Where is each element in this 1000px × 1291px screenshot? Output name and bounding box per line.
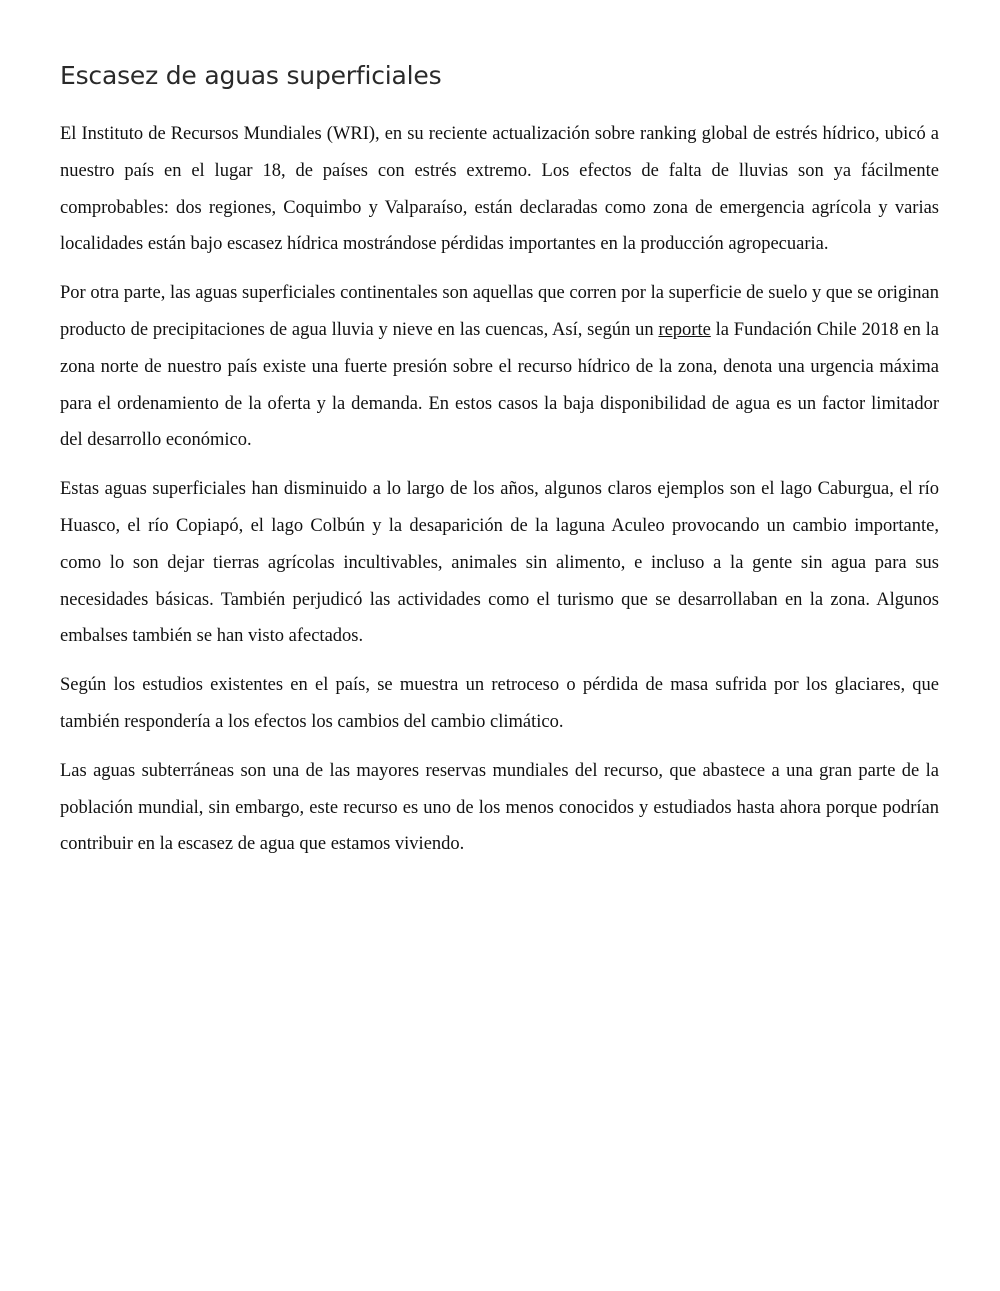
paragraph-surface-waters — [60, 275, 939, 459]
document-title: Escasez de aguas superficiales — [60, 61, 442, 90]
paragraph-surface-waters-text-start: Por otra parte, las aguas superficiales continentales son aquellas que corren por la superficie de suelo y que se originan producto de precipitaciones de agua lluvia y nieve en las cuencas, Así, según un — [60, 283, 939, 340]
document-body — [60, 116, 939, 875]
reporte-link[interactable]: reporte — [658, 319, 711, 340]
paragraph-glaciers: Según los estudios existentes en el país, se muestra un retroceso o pérdida de masa sufrida por los glaciares, que también respondería a los efectos los cambios del cambio climático. — [60, 675, 939, 732]
paragraph-decline-examples: Estas aguas superficiales han disminuido a lo largo de los años, algunos claros ejemplos son el lago Caburgua, el río Huasco, el río Copiapó, el lago Colbún y la desaparición de la laguna Aculeo provocando un cambio importante, como lo son dejar tierras agrícolas incultivables, animales sin alimento, e incluso a la gente sin agua para sus necesidades básicas. También perjudicó las actividades como el turismo que se desarrollaban en la zona. Algunos embalses también se han visto afectados. — [60, 479, 939, 647]
paragraph-wri-ranking: El Instituto de Recursos Mundiales (WRI), en su reciente actualización sobre ranking global de estrés hídrico, ubicó a nuestro país en el lugar 18, de países con estrés extremo. Los efectos de falta de lluvias son ya fácilmente comprobables: dos regiones, Coquimbo y Valparaíso, están declaradas como zona de emergencia agrícola y varias localidades están bajo escasez hídrica mostrándose pérdidas importantes en la producción agropecuaria. — [60, 124, 939, 255]
paragraph-groundwater: Las aguas subterráneas son una de las mayores reservas mundiales del recurso, que abastece a una gran parte de la población mundial, sin embargo, este recurso es uno de los menos conocidos y estudiados hasta ahora porque podrían contribuir en la escasez de agua que estamos viviendo. — [60, 760, 939, 855]
paragraph-surface-waters-text-end: la Fundación Chile 2018 en la zona norte de nuestro país existe una fuerte presión sobre el recurso hídrico de la zona, denota una urgencia máxima para el ordenamiento de la oferta y la demanda. En estos casos la baja disponibilidad de agua es un factor limitador del desarrollo económico. — [60, 319, 939, 451]
